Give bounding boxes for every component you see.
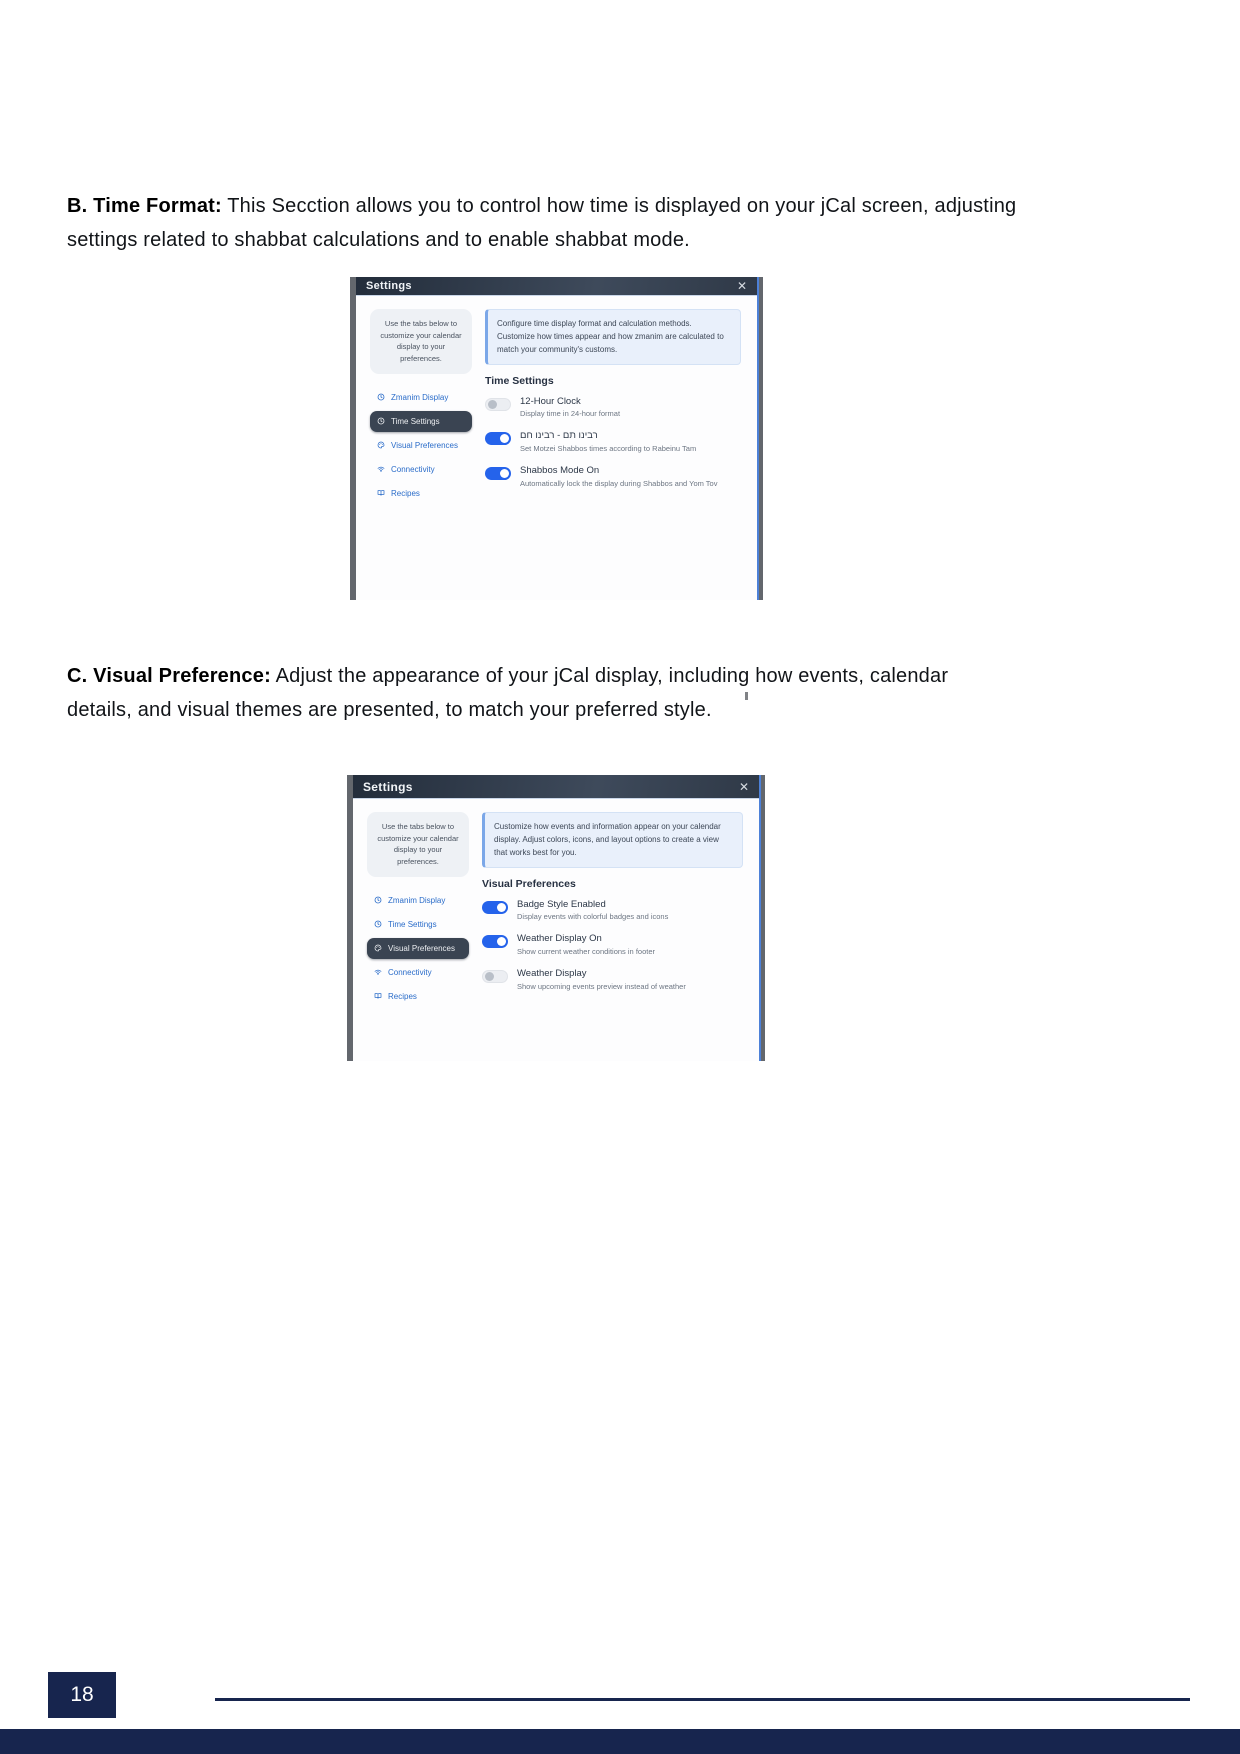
setting-title: Weather Display [517, 967, 587, 979]
setting-row-weather-display-on [482, 933, 743, 957]
dialog-title: Settings [366, 280, 412, 292]
clock-icon [377, 417, 385, 425]
toggle-badge-style[interactable] [482, 901, 508, 914]
toggle-weather-display[interactable] [482, 970, 508, 983]
sidebar-nav [367, 890, 469, 1007]
setting-description: Display time in 24-hour format [520, 409, 621, 419]
dialog-sidebar [367, 812, 469, 1010]
toggle-knob [485, 972, 494, 981]
footer-bar [0, 1729, 1240, 1754]
setting-row-12-hour-clock [485, 396, 741, 420]
settings-dialog [353, 775, 759, 1061]
clock-icon [374, 896, 382, 904]
screenshot-right-edge [757, 277, 763, 600]
setting-description: Set Motzei Shabbos times according to Rabeinu Tam [520, 444, 697, 454]
setting-title: רבינו תם - רבינו חם [520, 430, 598, 442]
section-c-paragraph [67, 660, 1017, 727]
screenshot-left-edge [347, 775, 353, 1061]
book-icon [374, 992, 382, 1000]
toggle-knob [500, 434, 509, 443]
tab-recipes[interactable] [370, 483, 472, 504]
tab-label: Recipes [391, 488, 420, 498]
setting-title: Shabbos Mode On [520, 464, 600, 476]
section-b-paragraph [67, 190, 1017, 257]
toggle-12-hour-clock[interactable] [485, 398, 511, 411]
dialog-content [482, 812, 747, 1010]
dialog-titlebar [356, 277, 757, 296]
close-icon[interactable]: ✕ [738, 779, 749, 794]
setting-description: Show current weather conditions in footer [517, 947, 655, 957]
info-banner: Customize how events and information appear on your calendar display. Adjust colors, icons, and layout options to create a view that works best for you. [482, 812, 743, 868]
close-icon[interactable]: ✕ [736, 279, 747, 293]
tab-time-settings[interactable] [370, 411, 472, 432]
toggle-knob [497, 937, 506, 946]
tab-connectivity[interactable] [367, 962, 469, 983]
toggle-shabbos-mode[interactable] [485, 467, 511, 480]
palette-icon [374, 944, 382, 952]
clock-icon [377, 393, 385, 401]
toggle-weather-display-on[interactable] [482, 935, 508, 948]
screenshot-crop-artifact [745, 692, 748, 700]
setting-description: Automatically lock the display during Shabbos and Yom Tov [520, 478, 718, 488]
page-number: 18 [70, 1683, 94, 1706]
sidebar-note: Use the tabs below to customize your calendar display to your preferences. [370, 309, 472, 374]
setting-row-badge-style [482, 899, 743, 923]
footer-rule [215, 1698, 1190, 1701]
dialog-title: Settings [363, 779, 413, 794]
visual-preferences-screenshot [347, 775, 765, 1061]
section-c-heading: C. Visual Preference: [67, 665, 271, 687]
setting-row-rabeinu-tam [485, 430, 741, 454]
section-b-heading: B. Time Format: [67, 195, 222, 217]
setting-description: Display events with colorful badges and icons [517, 912, 669, 922]
tab-time-settings[interactable] [367, 914, 469, 935]
tab-label: Visual Preferences [391, 440, 458, 450]
clock-icon [374, 920, 382, 928]
section-title: Visual Preferences [482, 877, 576, 890]
setting-row-shabbos-mode [485, 465, 741, 489]
setting-row-weather-display [482, 968, 743, 992]
tab-label: Connectivity [391, 464, 435, 474]
toggle-knob [488, 400, 497, 409]
tab-connectivity[interactable] [370, 459, 472, 480]
sidebar-nav [370, 387, 472, 504]
toggle-knob [497, 903, 506, 912]
info-banner: Configure time display format and calculation methods. Customize how times appear and how zmanim are calculated to match your community's customs. [485, 309, 741, 365]
tab-zmanim-display[interactable] [367, 890, 469, 911]
wifi-icon [377, 465, 385, 473]
tab-visual-preferences[interactable] [370, 435, 472, 456]
section-b-text: This Secction allows you to control how time is displayed on your jCal screen, adjusting settings related to shabbat calculations and to enable shabbat mode. [67, 195, 1017, 251]
dialog-titlebar [353, 775, 759, 799]
tab-label: Zmanim Display [388, 895, 446, 905]
tab-recipes[interactable] [367, 986, 469, 1007]
settings-dialog [356, 277, 757, 600]
setting-title: 12-Hour Clock [520, 395, 581, 407]
tab-label: Recipes [388, 991, 417, 1001]
tab-label: Visual Preferences [388, 943, 455, 953]
tab-label: Connectivity [388, 967, 432, 977]
tab-visual-preferences[interactable] [367, 938, 469, 959]
section-c-text: Adjust the appearance of your jCal display, including how events, calendar details, and visual themes are presented, to match your preferred style. [67, 665, 949, 721]
book-icon [377, 489, 385, 497]
tab-label: Zmanim Display [391, 392, 449, 402]
setting-description: Show upcoming events preview instead of weather [517, 981, 686, 991]
screenshot-left-edge [350, 277, 356, 600]
setting-title: Weather Display On [517, 933, 602, 945]
page-number-badge [48, 1672, 116, 1718]
tab-zmanim-display[interactable] [370, 387, 472, 408]
tab-label: Time Settings [391, 416, 440, 426]
screenshot-right-edge [759, 775, 765, 1061]
palette-icon [377, 441, 385, 449]
wifi-icon [374, 968, 382, 976]
time-settings-screenshot [350, 277, 763, 600]
dialog-content [485, 309, 745, 507]
toggle-knob [500, 469, 509, 478]
tab-label: Time Settings [388, 919, 437, 929]
section-title: Time Settings [485, 374, 554, 387]
toggle-rabeinu-tam[interactable] [485, 432, 511, 445]
sidebar-note: Use the tabs below to customize your calendar display to your preferences. [367, 812, 469, 877]
dialog-sidebar [370, 309, 472, 507]
setting-title: Badge Style Enabled [517, 898, 606, 910]
